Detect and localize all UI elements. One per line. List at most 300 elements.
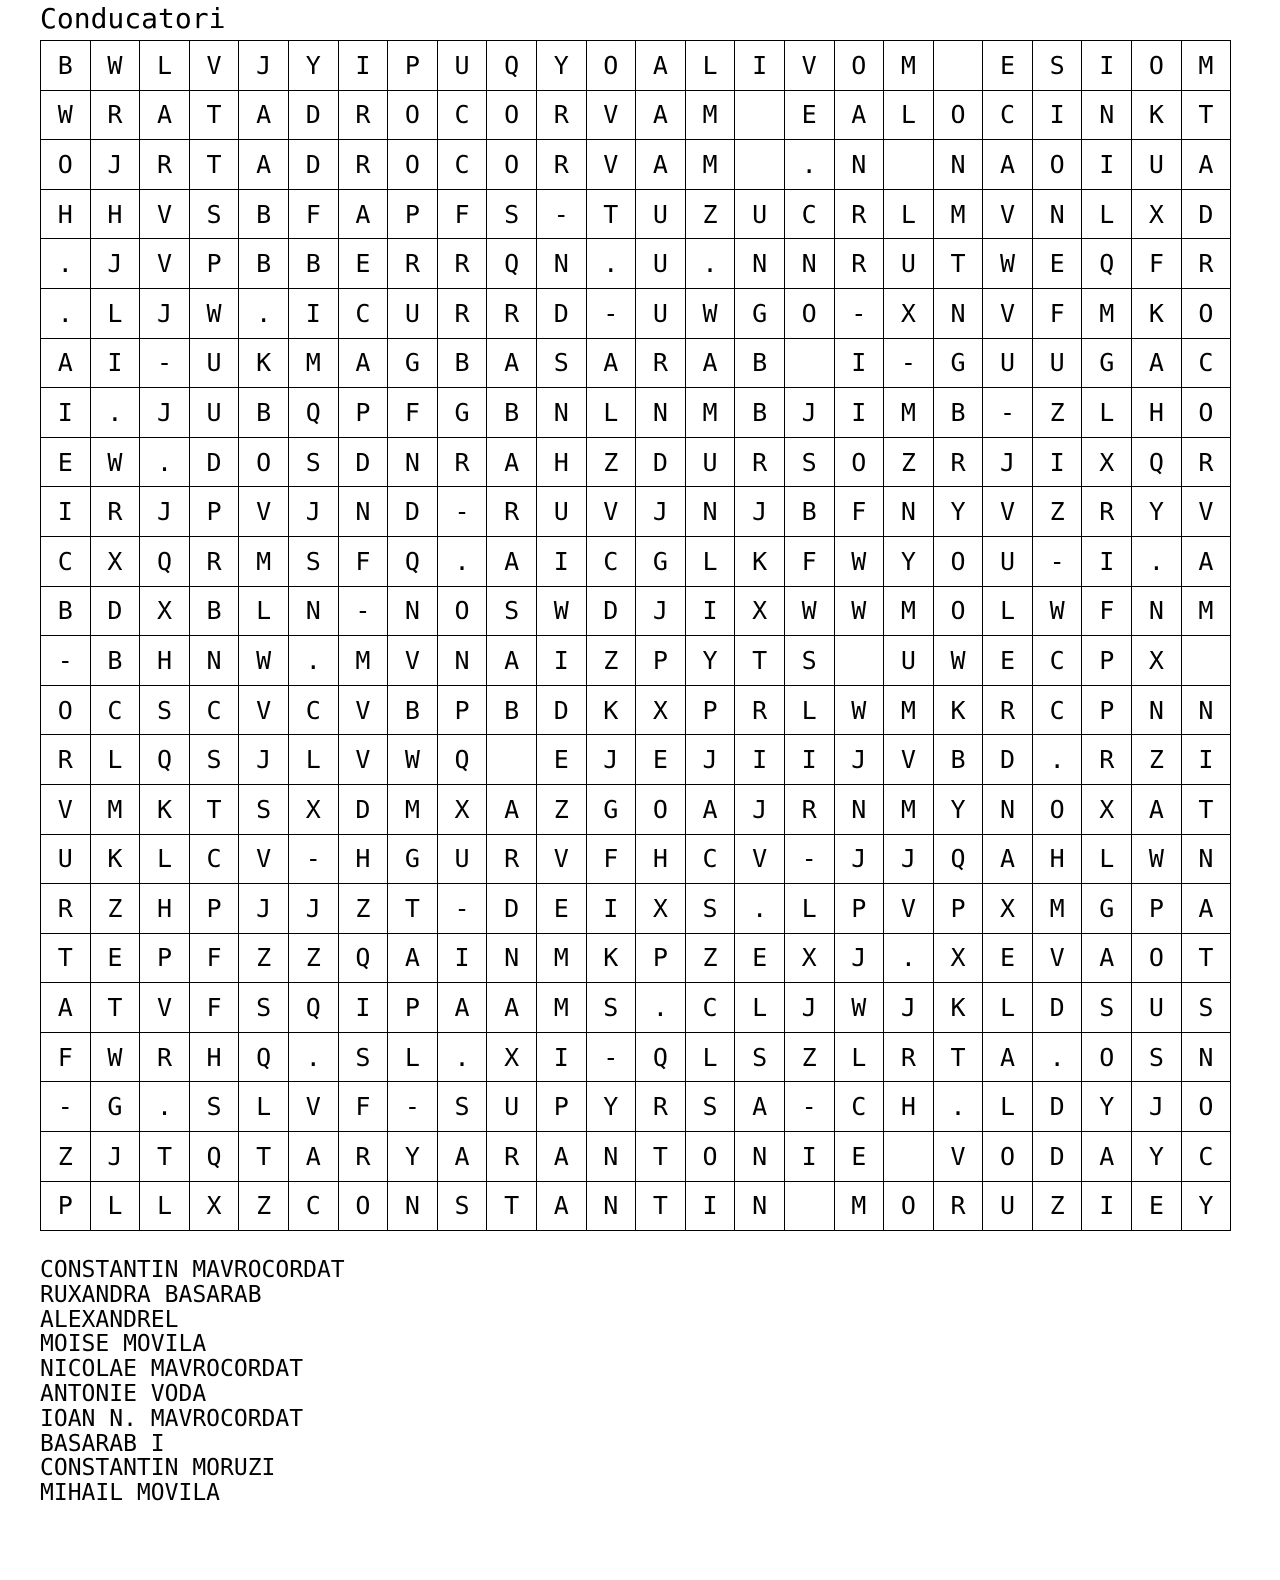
grid-cell: R [487,834,537,884]
grid-cell: E [536,884,586,934]
grid-cell: Y [1132,487,1182,537]
grid-cell: Z [288,933,338,983]
grid-cell: I [288,288,338,338]
grid-cell: A [536,1132,586,1182]
grid-cell: W [189,288,239,338]
grid-cell: A [338,189,388,239]
grid-cell: R [1181,239,1231,289]
grid-cell: M [1181,586,1231,636]
grid-cell: R [636,1082,686,1132]
grid-cell: G [388,338,438,388]
grid-cell: T [636,1132,686,1182]
grid-cell: N [784,239,834,289]
grid-cell: Z [884,437,934,487]
grid-cell: U [983,536,1033,586]
grid-cell: O [933,586,983,636]
grid-cell: X [735,586,785,636]
grid-cell: A [437,983,487,1033]
grid-cell: R [1082,487,1132,537]
grid-cell: E [636,735,686,785]
grid-cell: S [586,983,636,1033]
grid-cell: F [189,983,239,1033]
grid-cell: D [586,586,636,636]
grid-cell: N [1032,189,1082,239]
grid-cell [735,90,785,140]
grid-cell: W [685,288,735,338]
grid-cell: A [1082,1132,1132,1182]
grid-cell: F [834,487,884,537]
grid-cell: . [90,388,140,438]
grid-cell: . [239,288,289,338]
grid-cell: - [41,636,91,686]
grid-cell: U [636,189,686,239]
grid-cell: M [1032,884,1082,934]
grid-cell: U [388,288,438,338]
grid-cell: L [140,1181,190,1231]
grid-cell: I [90,338,140,388]
grid-cell: L [784,685,834,735]
grid-cell: N [437,636,487,686]
grid-cell: Z [338,884,388,934]
grid-cell: J [983,437,1033,487]
grid-cell: B [933,735,983,785]
grid-cell: - [536,189,586,239]
grid-cell: S [239,784,289,834]
grid-cell: W [933,636,983,686]
grid-cell: M [884,388,934,438]
grid-cell: P [388,189,438,239]
grid-cell: - [884,338,934,388]
grid-cell: G [1082,338,1132,388]
grid-cell: B [41,41,91,91]
grid-cell: I [1082,536,1132,586]
grid-cell: I [735,735,785,785]
grid-cell: I [1082,41,1132,91]
grid-cell: O [983,1132,1033,1182]
grid-cell: . [288,1032,338,1082]
grid-cell: Y [288,41,338,91]
grid-cell: X [487,1032,537,1082]
grid-cell: N [338,487,388,537]
grid-cell: Z [685,933,735,983]
grid-cell [884,1132,934,1182]
grid-cell: X [933,933,983,983]
grid-cell: B [735,338,785,388]
grid-cell: C [685,983,735,1033]
grid-cell: U [189,338,239,388]
grid-cell: X [1132,189,1182,239]
grid-cell: R [536,140,586,190]
grid-cell: H [884,1082,934,1132]
grid-cell: J [90,1132,140,1182]
grid-cell: T [189,90,239,140]
grid-cell: P [1082,685,1132,735]
grid-cell: C [41,536,91,586]
word-list-item: CONSTANTIN MORUZI [40,1455,276,1482]
grid-cell: X [784,933,834,983]
grid-cell: D [338,784,388,834]
grid-cell: S [784,636,834,686]
grid-row [41,437,1231,487]
grid-cell: I [1181,735,1231,785]
grid-cell: C [784,189,834,239]
grid-cell: Q [338,933,388,983]
grid-cell: W [983,239,1033,289]
grid-row [41,189,1231,239]
grid-cell: O [933,536,983,586]
grid-cell: W [90,437,140,487]
grid-cell: W [784,586,834,636]
grid-cell: . [41,239,91,289]
grid-cell: Q [239,1032,289,1082]
grid-cell: J [239,884,289,934]
grid-cell: C [834,1082,884,1132]
grid-cell: I [536,1032,586,1082]
grid-cell: F [338,1082,388,1132]
grid-cell: A [685,338,735,388]
grid-cell: S [140,685,190,735]
grid-cell: I [586,884,636,934]
grid-cell: W [834,983,884,1033]
grid-cell: D [536,685,586,735]
grid-cell: P [636,933,686,983]
grid-cell: V [884,884,934,934]
grid-cell: A [388,933,438,983]
grid-cell: Z [239,933,289,983]
grid-cell: - [784,834,834,884]
grid-cell: Z [1032,1181,1082,1231]
grid-cell: L [1082,834,1132,884]
grid-cell: F [1032,288,1082,338]
grid-cell: A [983,834,1033,884]
grid-cell: G [90,1082,140,1132]
grid-cell: T [1181,90,1231,140]
grid-cell: E [338,239,388,289]
grid-cell: L [1082,189,1132,239]
grid-cell: R [784,784,834,834]
grid-cell: V [189,41,239,91]
grid-cell: T [735,636,785,686]
grid-cell: N [1132,685,1182,735]
word-list-item: NICOLAE MAVROCORDAT [40,1356,304,1383]
grid-cell: E [784,90,834,140]
grid-cell: . [1032,1032,1082,1082]
grid-cell: O [388,140,438,190]
grid-cell [933,41,983,91]
grid-cell: X [884,288,934,338]
grid-cell: N [586,1181,636,1231]
grid-cell: U [636,239,686,289]
grid-cell: . [437,1032,487,1082]
grid-cell: H [90,189,140,239]
grid-cell [884,140,934,190]
grid-cell: O [784,288,834,338]
grid-cell: A [536,1181,586,1231]
grid-cell: C [1032,685,1082,735]
grid-cell [784,338,834,388]
grid-row [41,487,1231,537]
grid-cell: U [536,487,586,537]
grid-cell: N [586,1132,636,1182]
grid-cell: E [983,41,1033,91]
grid-cell: I [536,536,586,586]
grid-cell: S [685,884,735,934]
grid-cell: N [1132,586,1182,636]
grid-cell: L [140,41,190,91]
grid-cell: J [784,983,834,1033]
grid-cell: P [437,685,487,735]
grid-row [41,586,1231,636]
grid-cell: S [1181,983,1231,1033]
grid-cell: I [784,735,834,785]
grid-cell: T [636,1181,686,1231]
grid-cell: N [983,784,1033,834]
grid-cell: Z [536,784,586,834]
grid-cell: F [189,933,239,983]
grid-cell: B [239,388,289,438]
word-list-item: IOAN N. MAVROCORDAT [40,1405,304,1432]
grid-cell: D [1032,1082,1082,1132]
grid-cell: J [288,884,338,934]
grid-cell: Y [1181,1181,1231,1231]
grid-cell: A [487,784,537,834]
grid-cell: R [933,1181,983,1231]
grid-cell: R [140,140,190,190]
grid-cell: G [735,288,785,338]
grid-cell: J [784,388,834,438]
grid-cell: Q [933,834,983,884]
grid-cell: L [586,388,636,438]
grid-cell: A [487,437,537,487]
grid-row [41,735,1231,785]
grid-cell: M [536,933,586,983]
grid-cell: A [1181,536,1231,586]
grid-cell: I [1032,90,1082,140]
grid-cell: A [487,338,537,388]
grid-cell: U [189,388,239,438]
grid-cell: F [338,536,388,586]
grid-cell: - [41,1082,91,1132]
grid-cell: V [288,1082,338,1132]
grid-cell: R [834,239,884,289]
grid-cell: C [437,90,487,140]
grid-row [41,933,1231,983]
grid-cell: - [140,338,190,388]
grid-cell: R [933,437,983,487]
grid-cell: O [834,41,884,91]
grid-cell: O [884,1181,934,1231]
grid-cell: V [239,834,289,884]
grid-cell: W [834,685,884,735]
grid-cell: M [685,388,735,438]
grid-cell: Z [1132,735,1182,785]
grid-cell: Q [140,735,190,785]
grid-cell: S [784,437,834,487]
grid-cell: H [140,884,190,934]
grid-row [41,140,1231,190]
grid-cell: E [1032,239,1082,289]
grid-row [41,636,1231,686]
grid-cell: N [189,636,239,686]
grid-cell: T [933,239,983,289]
grid-cell: S [288,437,338,487]
grid-cell: F [586,834,636,884]
grid-cell: A [685,784,735,834]
grid-cell: V [586,487,636,537]
grid-cell: I [437,933,487,983]
grid-cell: P [636,636,686,686]
grid-cell: L [140,834,190,884]
grid-cell: S [189,1082,239,1132]
grid-cell: O [487,140,537,190]
grid-cell: R [437,437,487,487]
grid-cell: Z [586,636,636,686]
grid-cell: V [1181,487,1231,537]
grid-cell: L [784,884,834,934]
grid-cell: X [437,784,487,834]
grid-cell: L [735,983,785,1033]
grid-cell: T [1181,784,1231,834]
grid-cell: W [388,735,438,785]
grid-cell: L [239,1082,289,1132]
grid-cell: H [1132,388,1182,438]
grid-row [41,1032,1231,1082]
grid-cell: Z [41,1132,91,1182]
grid-cell: A [338,338,388,388]
grid-cell: A [586,338,636,388]
grid-cell: F [388,388,438,438]
grid-cell: U [1132,140,1182,190]
grid-cell: A [983,1032,1033,1082]
grid-cell: J [735,487,785,537]
grid-cell: L [983,586,1033,636]
grid-cell: E [983,933,1033,983]
grid-cell: F [784,536,834,586]
grid-cell [487,735,537,785]
grid-cell: Y [1132,1132,1182,1182]
grid-cell: M [388,784,438,834]
grid-cell: Z [1032,487,1082,537]
grid-cell: K [1132,288,1182,338]
grid-cell: H [41,189,91,239]
grid-cell: M [834,1181,884,1231]
grid-cell: V [983,189,1033,239]
grid-cell: A [636,41,686,91]
grid-cell: J [586,735,636,785]
grid-cell: A [41,983,91,1033]
grid-cell: L [884,90,934,140]
grid-cell: C [189,834,239,884]
grid-cell: D [388,487,438,537]
grid-cell: O [1032,784,1082,834]
grid-cell: J [884,983,934,1033]
grid-cell: U [636,288,686,338]
grid-row [41,1082,1231,1132]
grid-cell: N [933,288,983,338]
grid-cell: E [834,1132,884,1182]
grid-cell: . [1032,735,1082,785]
grid-cell: V [338,685,388,735]
grid-cell: V [586,90,636,140]
grid-cell: R [338,1132,388,1182]
grid-cell: W [239,636,289,686]
grid-cell: X [189,1181,239,1231]
grid-cell: A [239,90,289,140]
grid-row [41,834,1231,884]
grid-cell: U [1132,983,1182,1033]
grid-cell: D [338,437,388,487]
grid-cell: P [338,388,388,438]
grid-cell: D [1032,1132,1082,1182]
grid-cell: A [636,90,686,140]
grid-cell: O [1132,933,1182,983]
grid-cell: Y [1082,1082,1132,1132]
grid-cell: G [1082,884,1132,934]
grid-cell: V [735,834,785,884]
grid-cell: B [288,239,338,289]
grid-cell: T [41,933,91,983]
grid-cell: L [834,1032,884,1082]
grid-cell: C [685,834,735,884]
grid-cell: D [288,140,338,190]
grid-cell: C [1181,1132,1231,1182]
grid-cell: E [1132,1181,1182,1231]
grid-cell: V [239,685,289,735]
grid-cell: T [239,1132,289,1182]
grid-cell: P [685,685,735,735]
grid-cell: T [140,1132,190,1182]
grid-cell: L [288,735,338,785]
grid-cell: P [933,884,983,934]
grid-cell: N [834,784,884,834]
grid-cell: I [41,388,91,438]
grid-cell: C [338,288,388,338]
grid-cell: S [288,536,338,586]
grid-cell: C [288,685,338,735]
grid-cell: C [586,536,636,586]
grid-cell: I [536,636,586,686]
grid-cell: Z [90,884,140,934]
grid-cell: A [437,1132,487,1182]
grid-cell: S [1082,983,1132,1033]
grid-cell: S [487,586,537,636]
grid-cell: U [437,41,487,91]
grid-cell: X [140,586,190,636]
grid-cell: R [487,487,537,537]
grid-cell: N [288,586,338,636]
grid-cell: L [90,288,140,338]
grid-cell: N [1181,1032,1231,1082]
grid-cell: R [487,288,537,338]
grid-cell: C [189,685,239,735]
grid-cell: L [90,1181,140,1231]
grid-cell: A [1181,140,1231,190]
grid-cell: - [437,487,487,537]
grid-cell: A [983,140,1033,190]
grid-cell: M [1181,41,1231,91]
grid-cell: N [735,1132,785,1182]
grid-cell: I [685,586,735,636]
grid-cell: B [933,388,983,438]
grid-cell: O [1132,41,1182,91]
grid-cell: Q [140,536,190,586]
grid-cell: K [90,834,140,884]
grid-cell: Y [884,536,934,586]
grid-cell: H [338,834,388,884]
grid-cell: J [140,288,190,338]
grid-cell: S [189,189,239,239]
grid-cell: S [536,338,586,388]
